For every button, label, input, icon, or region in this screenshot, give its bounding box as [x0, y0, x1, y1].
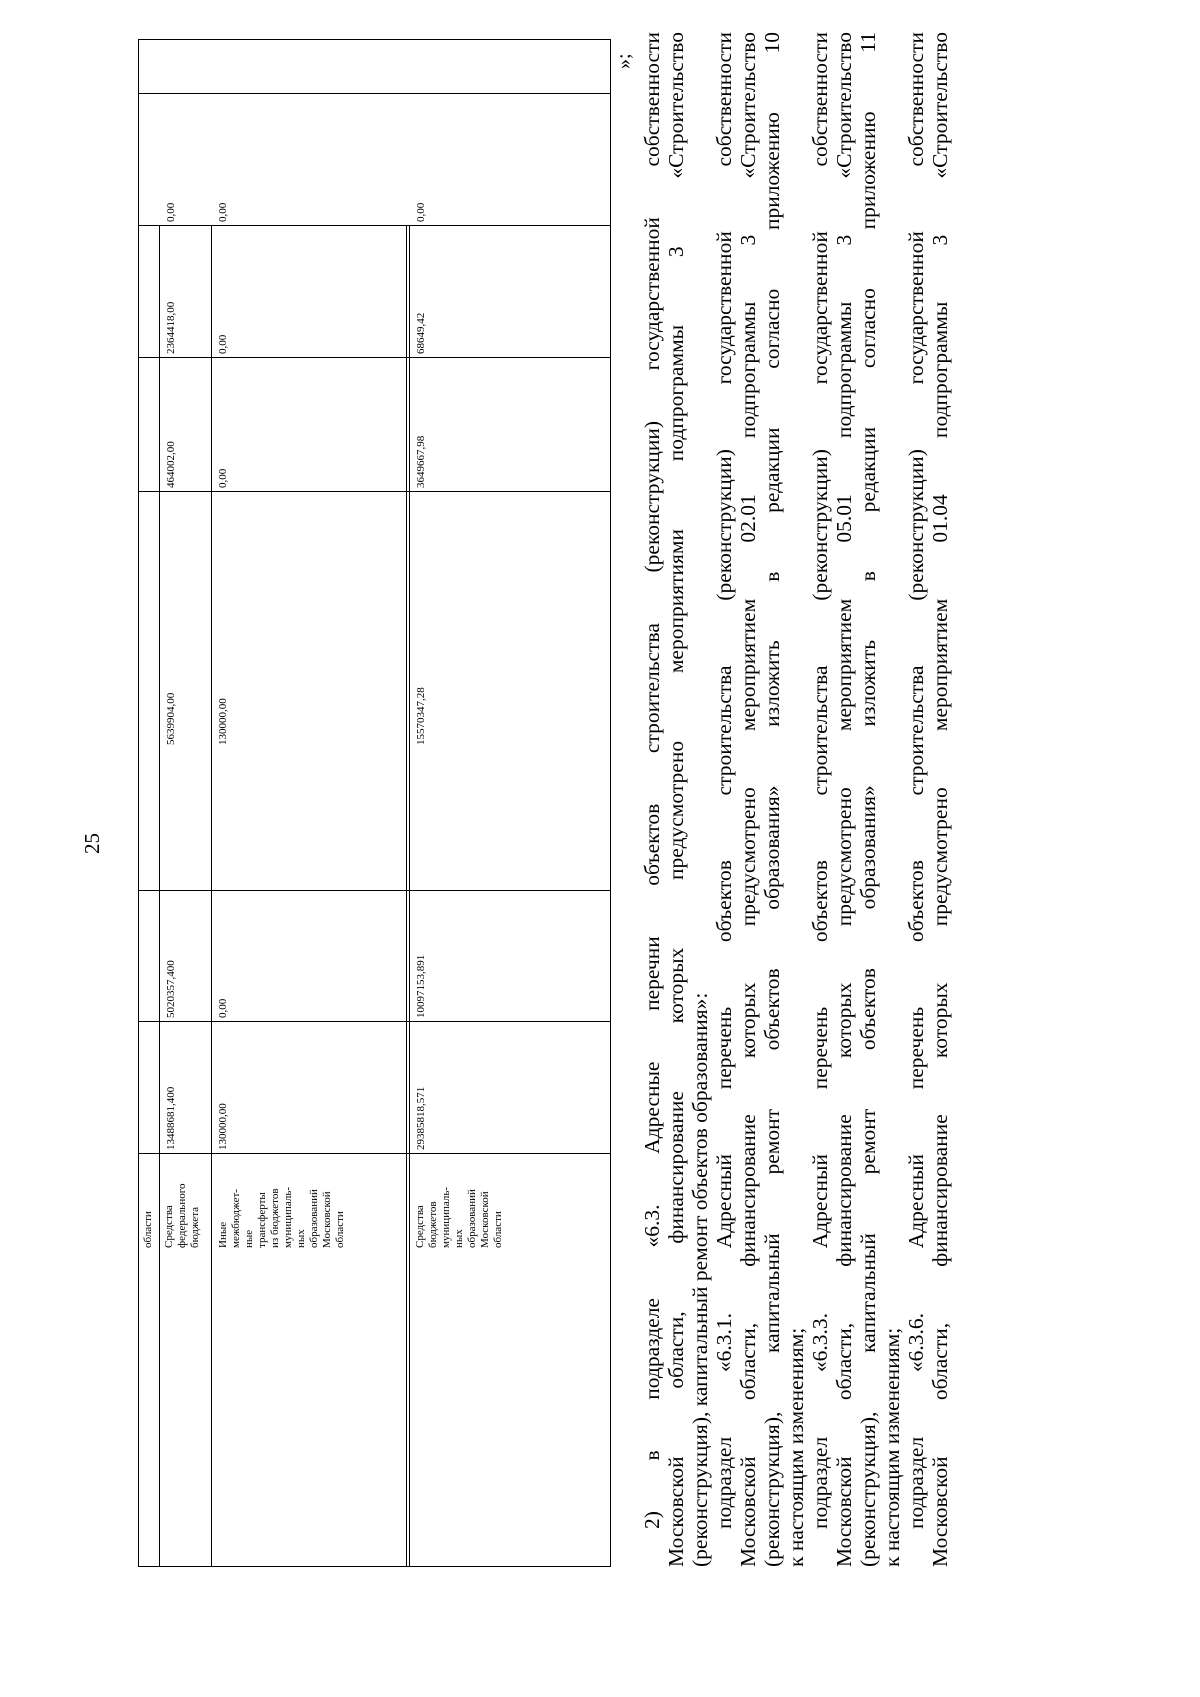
table-cell: 5020357,400: [165, 960, 177, 1018]
label-line: области: [492, 1211, 504, 1248]
table-cell: 0,00: [415, 202, 427, 222]
label-line: Московской: [321, 1191, 333, 1248]
label-line: трансферты: [256, 1192, 268, 1248]
table-cell: 2364418,00: [165, 301, 177, 354]
table-hline: [159, 226, 160, 1566]
table-vline: [139, 93, 610, 94]
label-line: межбюджет-: [230, 1189, 242, 1248]
table-row-label: [217, 1158, 347, 1248]
label-line: образований: [466, 1189, 478, 1248]
label-line: бюджета: [189, 1206, 201, 1248]
table-vline: [139, 225, 610, 226]
table-hline: [211, 226, 212, 1566]
label-line: из бюджетов: [269, 1188, 281, 1248]
label-line: ных: [453, 1229, 465, 1248]
paragraph-line: Московской области, финансирование которых предусмотрено мероприятием 05.01 подпрограммы 3 «Строительство: [832, 32, 856, 1567]
label-line: Средства: [414, 1205, 426, 1248]
table-row-label: [414, 1158, 505, 1248]
table-row-label: [142, 1158, 155, 1248]
label-line: области: [142, 1211, 154, 1248]
funding-table: [138, 39, 611, 1567]
table-cell: 0,00: [217, 202, 229, 222]
label-line: ных: [295, 1229, 307, 1248]
closing-mark: »;: [613, 53, 635, 69]
paragraph-line: к настоящим изменениям;: [880, 1327, 904, 1567]
table-cell: 0,00: [217, 334, 229, 354]
label-line: ные: [243, 1229, 255, 1248]
label-line: федерального: [176, 1183, 188, 1248]
paragraph-line: Московской области, финансирование которых предусмотрено мероприятием 02.01 подпрограммы 3 «Строительство: [736, 32, 760, 1567]
label-line: бюджетов: [427, 1201, 439, 1248]
table-vline: [139, 890, 610, 891]
table-vline: [139, 1153, 610, 1154]
table-cell: 130000,00: [217, 1103, 229, 1150]
label-line: муниципаль-: [440, 1186, 452, 1248]
paragraph-line: подраздел «6.3.6. Адресный перечень объектов строительства (реконструкции) государственной собственности: [904, 32, 928, 1529]
label-line: Средства: [163, 1205, 175, 1248]
table-cell: 0,00: [217, 468, 229, 488]
paragraph-line: подраздел «6.3.1. Адресный перечень объектов строительства (реконструкции) государственной собственности: [712, 32, 736, 1529]
table-cell: 3649667,98: [415, 435, 427, 488]
table-cell: 10097153,891: [415, 954, 427, 1018]
paragraph-line: 2) в подразделе «6.3. Адресные перечни объектов строительства (реконструкции) государственной собственности: [640, 32, 664, 1529]
page-number: 25: [80, 833, 104, 854]
label-line: Московской: [479, 1191, 491, 1248]
paragraph-line: подраздел «6.3.3. Адресный перечень объектов строительства (реконструкции) государственной собственности: [808, 32, 832, 1529]
table-cell: 464002,00: [165, 441, 177, 488]
table-row-label: [163, 1158, 202, 1248]
table-cell: 68649,42: [415, 312, 427, 354]
table-cell: 5639904,00: [165, 692, 177, 745]
paragraph-line: к настоящим изменениям;: [784, 1327, 808, 1567]
table-cell: 15570347,28: [415, 687, 427, 745]
table-vline: [139, 357, 610, 358]
paragraph-line: (реконструкция), капитальный ремонт объектов образования» изложить в редакции согласно приложению 11: [856, 32, 880, 1567]
table-hline: [406, 226, 407, 1566]
label-line: области: [334, 1211, 346, 1248]
paragraph-line: (реконструкция), капитальный ремонт объектов образования»:: [688, 992, 712, 1567]
table-cell: 0,00: [165, 202, 177, 222]
label-line: муниципаль-: [282, 1186, 294, 1248]
label-line: Иные: [217, 1221, 229, 1248]
table-cell: 13488681,400: [165, 1086, 177, 1150]
table-cell: 29385818,571: [415, 1086, 427, 1150]
table-hline: [409, 226, 410, 1566]
table-vline: [139, 491, 610, 492]
table-cell: 0,00: [217, 998, 229, 1018]
paragraph-line: Московской области, финансирование которых предусмотрено мероприятием 01.04 подпрограммы 3 «Строительство: [928, 32, 952, 1567]
table-cell: 130000,00: [217, 698, 229, 745]
paragraph-line: (реконструкция), капитальный ремонт объектов образования» изложить в редакции согласно приложению 10: [760, 32, 784, 1567]
paragraph-line: Московской области, финансирование которых предусмотрено мероприятиями подпрограммы 3 «Строительство: [664, 32, 688, 1567]
label-line: образований: [308, 1189, 320, 1248]
table-vline: [139, 1021, 610, 1022]
